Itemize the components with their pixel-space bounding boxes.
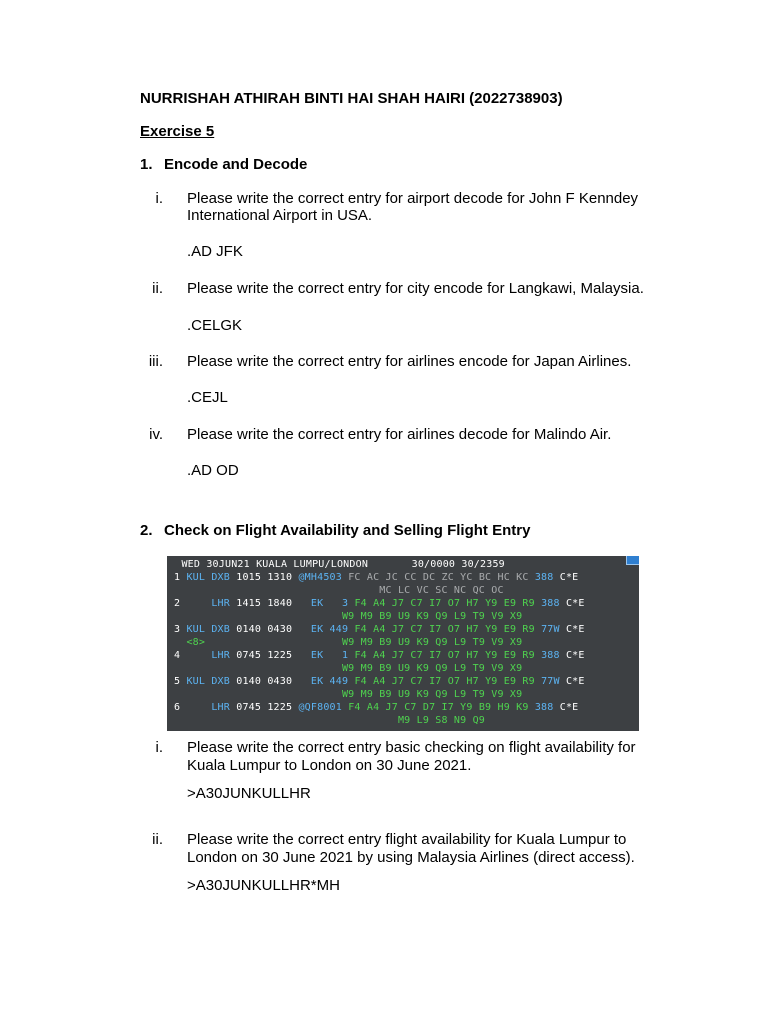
terminal-segment: 1 [174,572,187,583]
terminal-segment: KUL DXB [186,624,237,635]
terminal-segment: 4 [174,650,187,661]
terminal-segment: LHR [186,702,237,713]
terminal-segment: 5 [174,676,187,687]
terminal-row [174,597,585,610]
terminal-segment: LHR [186,598,237,609]
answer-text: >A30JUNKULLHR*MH [187,877,340,894]
question-text: Please write the correct entry for airport decode for John F Kenndey [187,190,639,207]
answer-text: .AD JFK [187,243,243,260]
answer-text: .CELGK [187,317,243,334]
terminal-row [174,649,585,662]
terminal-segment: F4 A4 J7 C7 I7 O7 H7 Y9 E9 R9 [354,676,542,687]
terminal-segment: MC LC VC SC NC QC OC [174,585,504,596]
terminal-segment: EK 449 [298,624,355,635]
terminal-segment: 0745 1225 [236,650,299,661]
answer-text: .AD OD [187,462,239,479]
terminal-segment: FC AC JC CC DC ZC YC BC HC KC [348,572,535,583]
section2-title: Check on Flight Availability and Selling Flight Entry [164,522,531,539]
answer-text: .CEJL [187,389,228,406]
terminal-row [174,571,578,584]
terminal-segment: 3 [174,624,187,635]
terminal-segment: F4 A4 J7 C7 I7 O7 H7 Y9 E9 R9 [354,650,542,661]
terminal-segment: <8> [186,637,224,648]
terminal-segment [174,637,186,648]
terminal-segment: C*E [559,702,579,713]
terminal-row [174,636,522,649]
question-text: Please write the correct entry flight availability for Kuala Lumpur to [187,831,627,848]
terminal-row [174,584,504,597]
terminal-segment: 0745 1225 [236,702,299,713]
terminal-segment: 388 [541,598,566,609]
terminal-segment: EK 1 [298,650,355,661]
terminal-segment: W9 M9 B9 U9 K9 Q9 L9 T9 V9 X9 [174,663,523,674]
question-text: Kuala Lumpur to London on 30 June 2021. [187,757,472,774]
terminal-segment: 388 [541,650,566,661]
terminal-segment: 388 [534,572,560,583]
question-number: ii. [152,831,163,848]
terminal-segment: 2 [174,598,187,609]
question-number: iv. [149,426,163,443]
terminal-segment: F4 A4 J7 C7 I7 O7 H7 Y9 E9 R9 [354,598,542,609]
terminal-row [174,675,585,688]
question-number: ii. [152,280,163,297]
terminal-row [174,688,522,701]
student-name-heading: NURRISHAH ATHIRAH BINTI HAI SHAH HAIRI (2022738903) [140,90,563,107]
section2-number: 2. [140,522,153,539]
terminal-segment: 1415 1840 [236,598,299,609]
terminal-segment: C*E [565,676,585,687]
terminal-segment: EK 3 [298,598,355,609]
terminal-segment: M9 L9 S8 N9 Q9 [174,715,486,726]
terminal-segment: LHR [186,650,237,661]
question-number: i. [155,739,163,756]
question-number: iii. [148,353,163,370]
question-text: London on 30 June 2021 by using Malaysia Airlines (direct access). [187,849,635,866]
terminal-segment: 0140 0430 [236,676,299,687]
terminal-segment: 77W [541,676,566,687]
terminal-row [174,714,485,727]
terminal-segment: KUL DXB [186,572,237,583]
terminal-segment: 388 [534,702,560,713]
terminal-segment: KUL DXB [186,676,237,687]
window-corner-icon [626,556,639,565]
terminal-segment: W9 M9 B9 U9 K9 Q9 L9 T9 V9 X9 [174,611,523,622]
answer-text: >A30JUNKULLHR [187,785,311,802]
terminal-row [174,701,578,714]
terminal-segment: W9 M9 B9 U9 K9 Q9 L9 T9 V9 X9 [223,637,523,648]
question-text: Please write the correct entry for airlines encode for Japan Airlines. [187,353,632,370]
terminal-segment: F4 A4 J7 C7 I7 O7 H7 Y9 E9 R9 [354,624,542,635]
terminal-segment: 77W [541,624,566,635]
question-text: International Airport in USA. [187,207,373,224]
terminal-segment: W9 M9 B9 U9 K9 Q9 L9 T9 V9 X9 [174,689,523,700]
terminal-segment: @QF8001 [298,702,349,713]
terminal-segment: C*E [565,624,585,635]
terminal-segment: 6 [174,702,187,713]
terminal-segment: EK 449 [298,676,355,687]
terminal-segment: C*E [565,598,585,609]
terminal-segment: @MH4503 [298,572,349,583]
question-text: Please write the correct entry basic checking on flight availability for [187,739,636,756]
flight-availability-terminal [167,556,639,731]
terminal-segment: C*E [559,572,579,583]
terminal-row [174,662,522,675]
terminal-segment: F4 A4 J7 C7 D7 I7 Y9 B9 H9 K9 [348,702,535,713]
terminal-row [174,623,585,636]
terminal-segment: C*E [565,650,585,661]
section1-number: 1. [140,156,153,173]
question-text: Please write the correct entry for airlines decode for Malindo Air. [187,426,612,443]
terminal-segment: 1015 1310 [236,572,299,583]
terminal-header-row: WED 30JUN21 KUALA LUMPU/LONDON 30/0000 30/2359 [169,559,505,570]
question-text: Please write the correct entry for city encode for Langkawi, Malaysia. [187,280,644,297]
terminal-row [174,610,522,623]
terminal-segment: 0140 0430 [236,624,299,635]
section1-title: Encode and Decode [164,156,308,173]
question-number: i. [155,190,163,207]
exercise-title: Exercise 5 [140,123,215,140]
